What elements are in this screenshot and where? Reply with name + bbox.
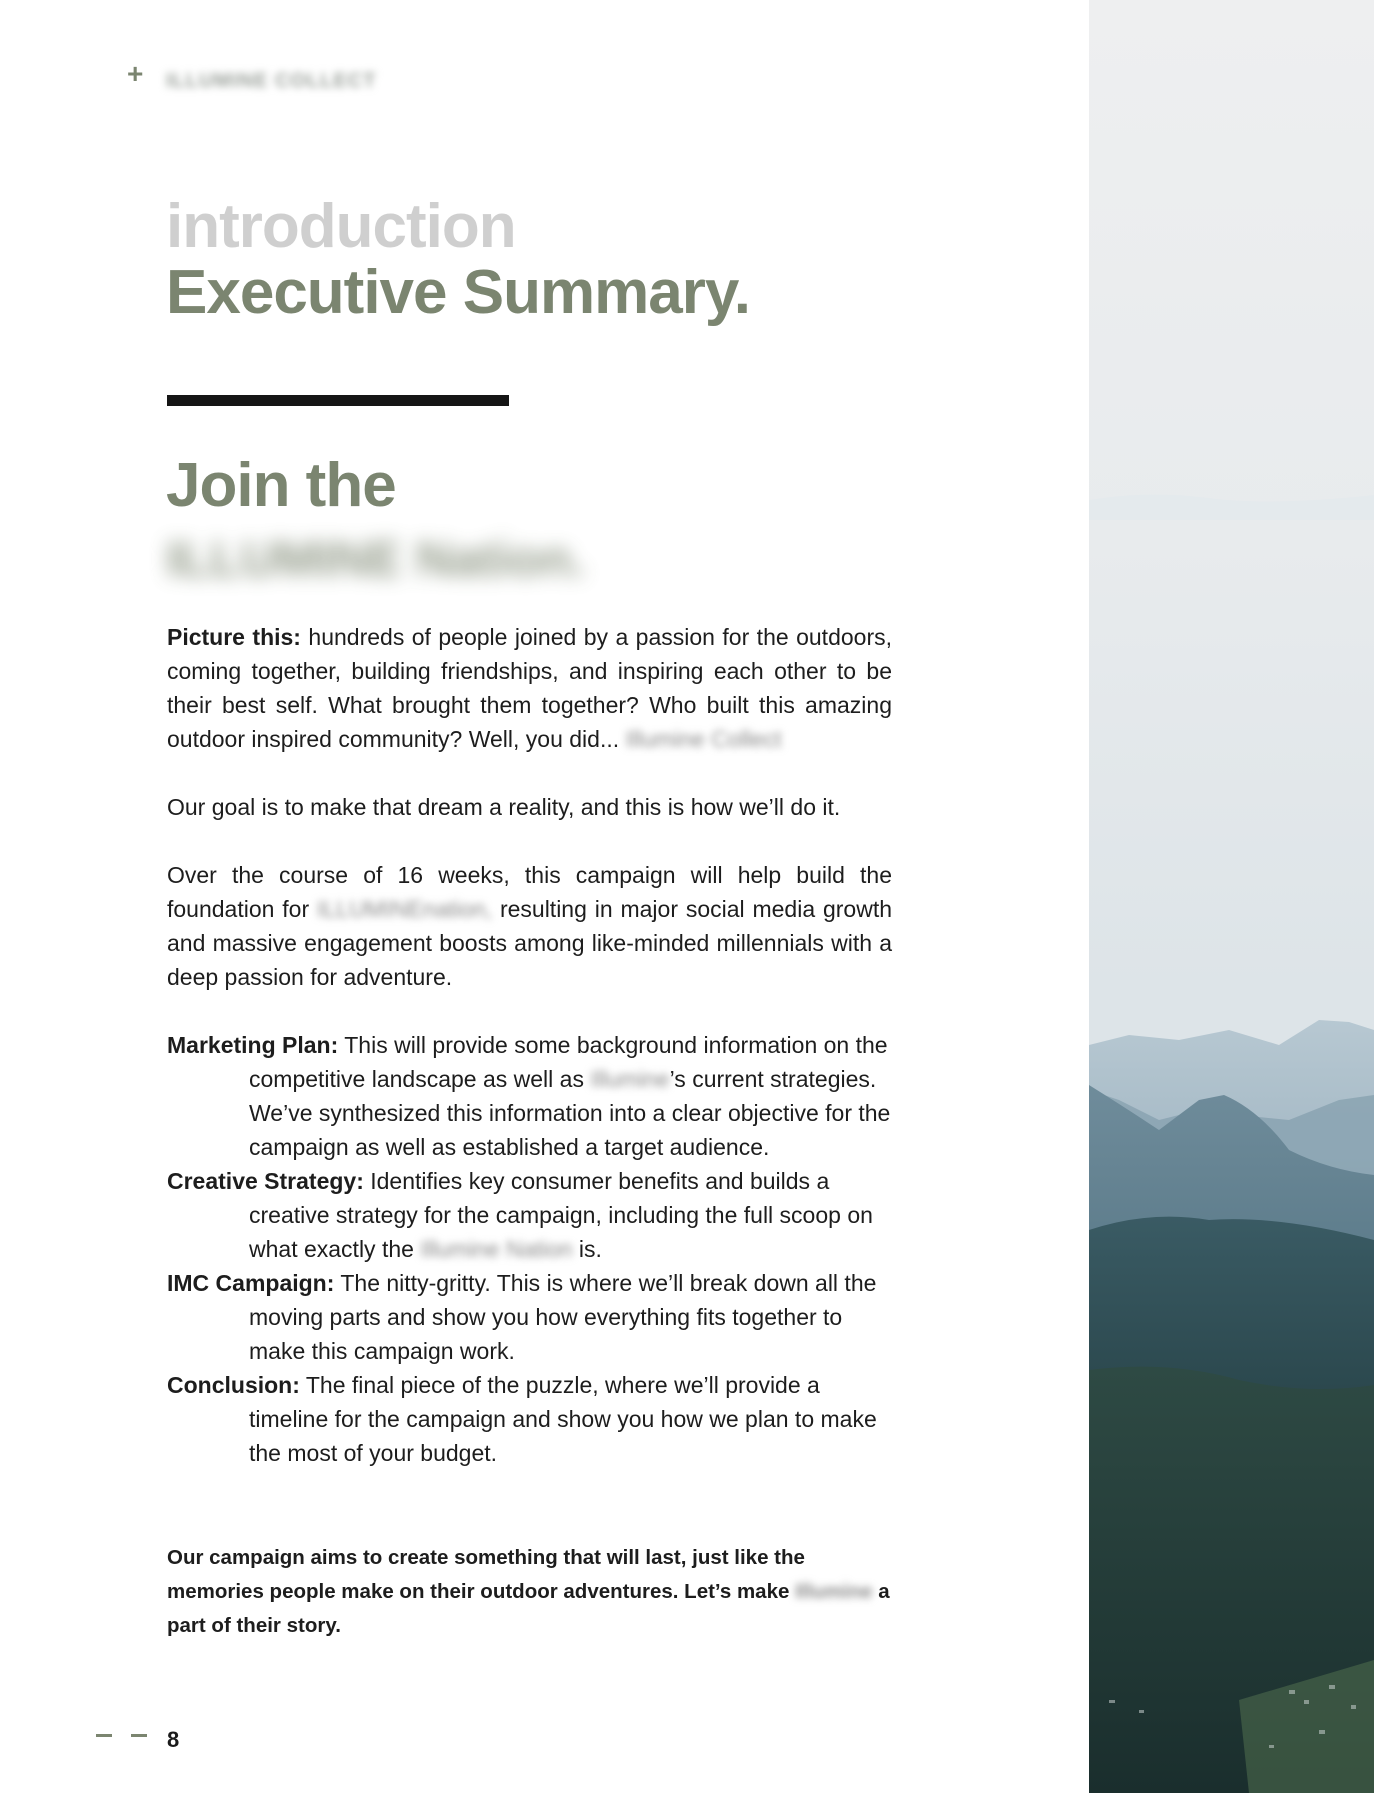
list-item-text: This will provide some background information on the competitive landscape as well as bbox=[249, 1032, 888, 1092]
list-item-marketing-plan bbox=[167, 1028, 892, 1164]
list-item-imc-campaign bbox=[167, 1266, 892, 1368]
footer-dash-icon bbox=[96, 1734, 112, 1737]
intro-brand: Illumine Collect bbox=[625, 726, 782, 752]
closing-brand: Illumine bbox=[795, 1580, 873, 1603]
intro-text: hundreds of people joined by a passion for the outdoors, coming together, building friendships, and inspiring each other to be their best self. What brought them together? Who built this amazing outdoor inspired community? Well, you did... bbox=[167, 624, 892, 752]
title-divider bbox=[167, 395, 509, 406]
list-item-label: Marketing Plan: bbox=[167, 1032, 339, 1058]
join-heading: Join the bbox=[166, 451, 396, 520]
mountain-landscape-image bbox=[1089, 0, 1374, 1793]
list-item-label: IMC Campaign: bbox=[167, 1270, 335, 1296]
list-item-conclusion bbox=[167, 1368, 892, 1470]
list-item-label: Creative Strategy: bbox=[167, 1168, 364, 1194]
closing-text-2: a part of their story. bbox=[167, 1580, 890, 1637]
list-item-text: The final piece of the puzzle, where we’ll provide a timeline for the campaign and show you how we plan to make the most of your budget. bbox=[249, 1372, 877, 1466]
list-item-text: Identifies key consumer benefits and builds a creative strategy for the campaign, including the full scoop on what exactly the bbox=[249, 1168, 873, 1262]
footer-dash-icon bbox=[131, 1734, 147, 1737]
list-item-label: Conclusion: bbox=[167, 1372, 300, 1398]
section-kicker: introduction bbox=[166, 192, 516, 261]
closing-text-1: Our campaign aims to create something that will last, just like the memories people make on their outdoor adventures. Let’s make bbox=[167, 1546, 805, 1603]
closing-statement bbox=[167, 1541, 892, 1643]
plus-icon: + bbox=[127, 58, 144, 89]
list-item-text: The nitty-gritty. This is where we’ll break down all the moving parts and show you how everything fits together to make this campaign work. bbox=[249, 1270, 877, 1364]
plan-text-2: resulting in major social media growth and massive engagement boosts among like-minded millennials with a deep passion for adventure. bbox=[167, 896, 892, 990]
intro-paragraph bbox=[167, 620, 892, 756]
page-title: Executive Summary. bbox=[166, 258, 750, 327]
join-brand-name: ILLUMINE Nation. bbox=[166, 531, 586, 587]
plan-paragraph bbox=[167, 858, 892, 994]
list-item-text: ’s current strategies. We’ve synthesized this information into a clear objective for the campaign as well as established a target audience. bbox=[249, 1066, 891, 1160]
list-item-creative-strategy bbox=[167, 1164, 892, 1266]
intro-lead: Picture this: bbox=[167, 624, 301, 650]
page-number: 8 bbox=[167, 1727, 180, 1752]
list-item-text: is. bbox=[572, 1236, 602, 1262]
list-item-brand: Illumine bbox=[590, 1066, 670, 1092]
plan-brand: ILLUMINEnation, bbox=[316, 896, 493, 922]
goal-paragraph: Our goal is to make that dream a reality, and this is how we’ll do it. bbox=[167, 794, 841, 820]
header-brand: ILLUMINE COLLECT bbox=[166, 70, 377, 92]
plan-text-1: Over the course of 16 weeks, this campaign will help build the foundation for bbox=[167, 862, 892, 922]
list-item-brand: Illumine Nation bbox=[420, 1236, 573, 1262]
mountain-photo bbox=[1089, 0, 1374, 1793]
section-list bbox=[167, 1028, 892, 1470]
